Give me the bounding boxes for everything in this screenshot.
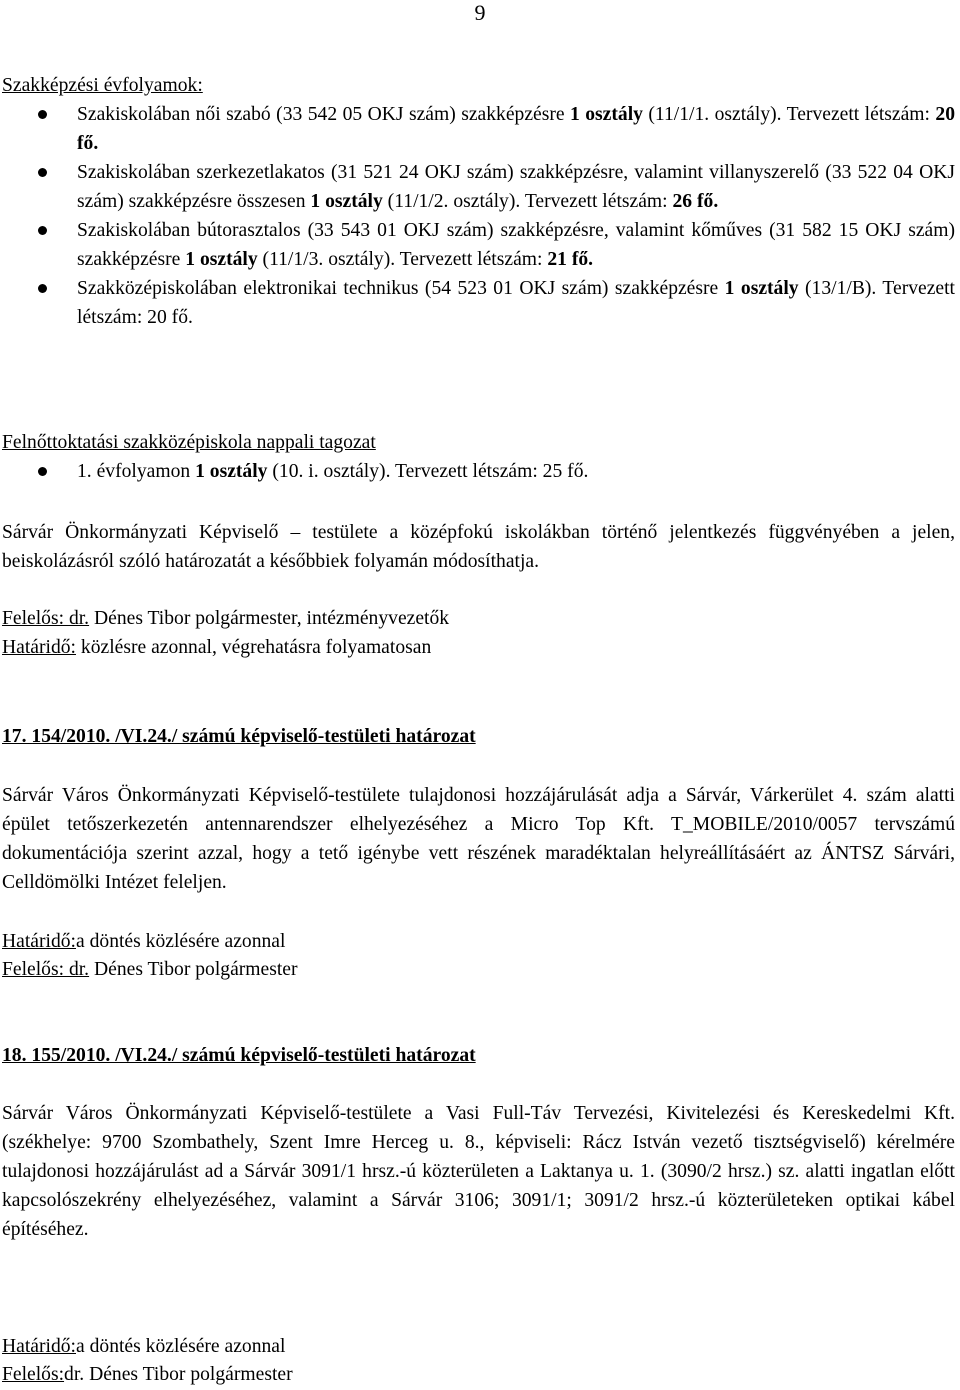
list-item: Szakiskolában női szabó (33 542 05 OKJ szám) szakképzésre 1 osztály (11/1/1. osztály). Tervezett létszám: 20 fő. — [2, 100, 955, 158]
section-adult-education — [2, 428, 955, 486]
resolution-17-deadline: Határidő:a döntés közlésére azonnal — [2, 931, 286, 952]
list-item: Szakiskolában bútorasztalos (33 543 01 OKJ szám) szakképzésre, valamint kőműves (31 582 15 OKJ szám) szakképzésre 1 osztály (11/1/3. osztály). Tervezett létszám: 21 fő. — [2, 216, 955, 274]
bullet-icon — [38, 226, 47, 235]
page-number: 9 — [474, 0, 486, 25]
section-vocational-years — [2, 71, 955, 332]
bullet-icon — [38, 110, 47, 119]
section-title: Felnőttoktatási szakközépiskola nappali tagozat — [2, 432, 376, 453]
section-title: Szakképzési évfolyamok: — [2, 75, 203, 96]
list-item: Szakiskolában szerkezetlakatos (31 521 24 OKJ szám) szakképzésre, valamint villanyszerelő (33 522 04 OKJ szám) szakképzésre összesen 1 osztály (11/1/2. osztály). Tervezett létszám: 26 fő. — [2, 158, 955, 216]
resolution-18-responsible: Felelős:dr. Dénes Tibor polgármester — [2, 1364, 293, 1385]
resolution-18-body: Sárvár Város Önkormányzati Képviselő-testülete a Vasi Full-Táv Tervezési, Kivitelezési és Kereskedelmi Kft. (székhelye: 9700 Szombathely, Szent Imre Herceg u. 8., képviseli: Rácz István vezető tisztségviselő) kérelmére tulajdonosi hozzájárulást ad a Sárvár 3091/1 hrsz.-ú közterületen a Laktanya u. 1. (3090/2 hrsz.) sz. alatti ingatlan előtt kapcsolószekrény elhelyezéséhez, valamint a Sárvár 3106; 3091/1; 3091/2 hrsz.-ú közterületeken optikai kábel építéséhez. — [2, 1103, 955, 1240]
resolution-18-deadline: Határidő:a döntés közlésére azonnal — [2, 1336, 286, 1357]
bullet-list — [2, 457, 955, 486]
resolution-18-heading: 18. 155/2010. /VI.24./ számú képviselő-testületi határozat — [2, 1045, 476, 1066]
list-item: 1. évfolyamon 1 osztály (10. i. osztály). Tervezett létszám: 25 fő. — [2, 457, 955, 486]
deadline-line: Határidő: közlésre azonnal, végrehatásra folyamatosan — [2, 637, 432, 658]
bullet-icon — [38, 168, 47, 177]
responsible-line: Felelős: dr. Dénes Tibor polgármester, intézményvezetők — [2, 608, 450, 629]
paragraph-modification: Sárvár Önkormányzati Képviselő – testülete a középfokú iskolákban történő jelentkezés függvényében a jelen, beiskolázásról szóló határozatát a későbbiek folyamán módosíthatja. — [2, 522, 955, 572]
resolution-17-responsible: Felelős: dr. Dénes Tibor polgármester — [2, 959, 298, 980]
bullet-icon — [38, 467, 47, 476]
list-item: Szakközépiskolában elektronikai technikus (54 523 01 OKJ szám) szakképzésre 1 osztály (13/1/B). Tervezett létszám: 20 fő. — [2, 274, 955, 332]
resolution-17-heading: 17. 154/2010. /VI.24./ számú képviselő-testületi határozat — [2, 726, 476, 747]
resolution-17-body: Sárvár Város Önkormányzati Képviselő-testülete tulajdonosi hozzájárulását adja a Sárvár, Várkerület 4. szám alatti épület tetőszerkezetén antennarendszer elhelyezéséhez a Micro Top Kft. T_MOBILE/2010/0057 tervszámú dokumentációja szerint azzal, hogy a tető igénybe vett részének maradéktalan helyreállításáért az ÁNTSZ Sárvári, Celldömölki Intézet feleljen. — [2, 785, 955, 893]
bullet-list — [2, 100, 955, 332]
bullet-icon — [38, 284, 47, 293]
